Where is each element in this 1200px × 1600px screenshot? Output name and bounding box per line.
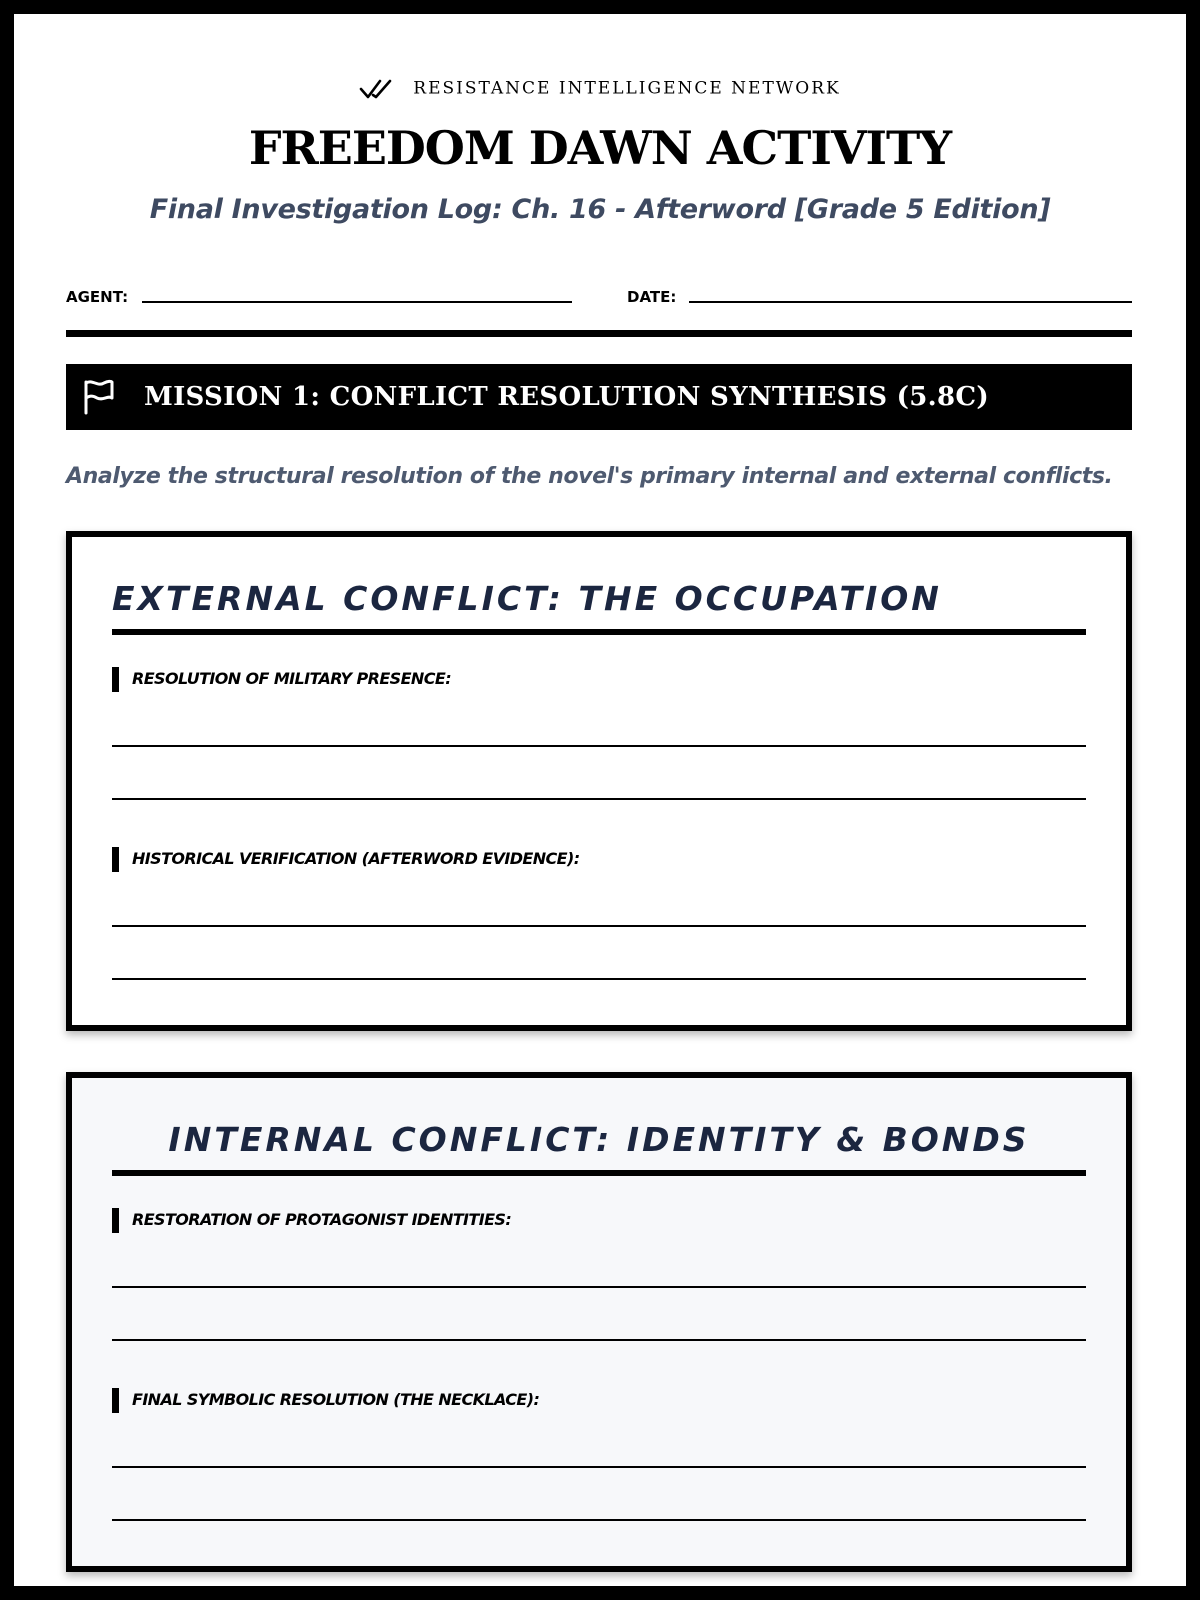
agent-label: AGENT:	[66, 288, 129, 306]
worksheet-page	[14, 14, 1186, 1586]
card-title: INTERNAL CONFLICT: IDENTITY & BONDS	[168, 1120, 1030, 1159]
label-marker	[112, 667, 119, 692]
external-conflict-card	[66, 531, 1132, 1031]
question-text: RESOLUTION OF MILITARY PRESENCE:	[132, 669, 451, 688]
answer-line[interactable]	[112, 1466, 1086, 1468]
page-title: FREEDOM DAWN ACTIVITY	[248, 121, 952, 175]
header-divider	[66, 330, 1132, 337]
answer-line[interactable]	[112, 1339, 1086, 1341]
card-divider	[112, 629, 1086, 635]
label-marker	[112, 1208, 119, 1233]
page-subtitle: Final Investigation Log: Ch. 16 - Afterword [Grade 5 Edition]	[149, 194, 1051, 225]
mission-description: Analyze the structural resolution of the novel's primary internal and external conflicts.	[66, 464, 1113, 489]
answer-line[interactable]	[112, 1286, 1086, 1288]
card-divider	[112, 1170, 1086, 1176]
answer-line[interactable]	[112, 1519, 1086, 1521]
label-marker	[112, 847, 119, 872]
network-name: RESISTANCE INTELLIGENCE NETWORK	[413, 78, 841, 99]
label-marker	[112, 1388, 119, 1413]
agent-field[interactable]	[142, 301, 572, 303]
network-header	[14, 76, 1186, 101]
card-title: EXTERNAL CONFLICT: THE OCCUPATION	[112, 579, 942, 618]
flag-icon	[82, 379, 116, 415]
double-check-icon	[359, 77, 399, 101]
answer-line[interactable]	[112, 925, 1086, 927]
question-label	[112, 847, 580, 871]
date-field[interactable]	[689, 301, 1132, 303]
question-label	[112, 1208, 511, 1232]
question-text: RESTORATION OF PROTAGONIST IDENTITIES:	[132, 1210, 512, 1229]
question-text: FINAL SYMBOLIC RESOLUTION (THE NECKLACE):	[132, 1390, 540, 1409]
internal-conflict-card	[66, 1072, 1132, 1572]
answer-line[interactable]	[112, 798, 1086, 800]
question-label	[112, 667, 451, 691]
question-label	[112, 1388, 539, 1412]
mission-banner	[66, 364, 1132, 430]
question-text: HISTORICAL VERIFICATION (AFTERWORD EVIDENCE):	[132, 849, 580, 868]
date-label: DATE:	[627, 288, 677, 306]
mission-title: MISSION 1: CONFLICT RESOLUTION SYNTHESIS (5.8C)	[144, 382, 989, 412]
answer-line[interactable]	[112, 745, 1086, 747]
answer-line[interactable]	[112, 978, 1086, 980]
